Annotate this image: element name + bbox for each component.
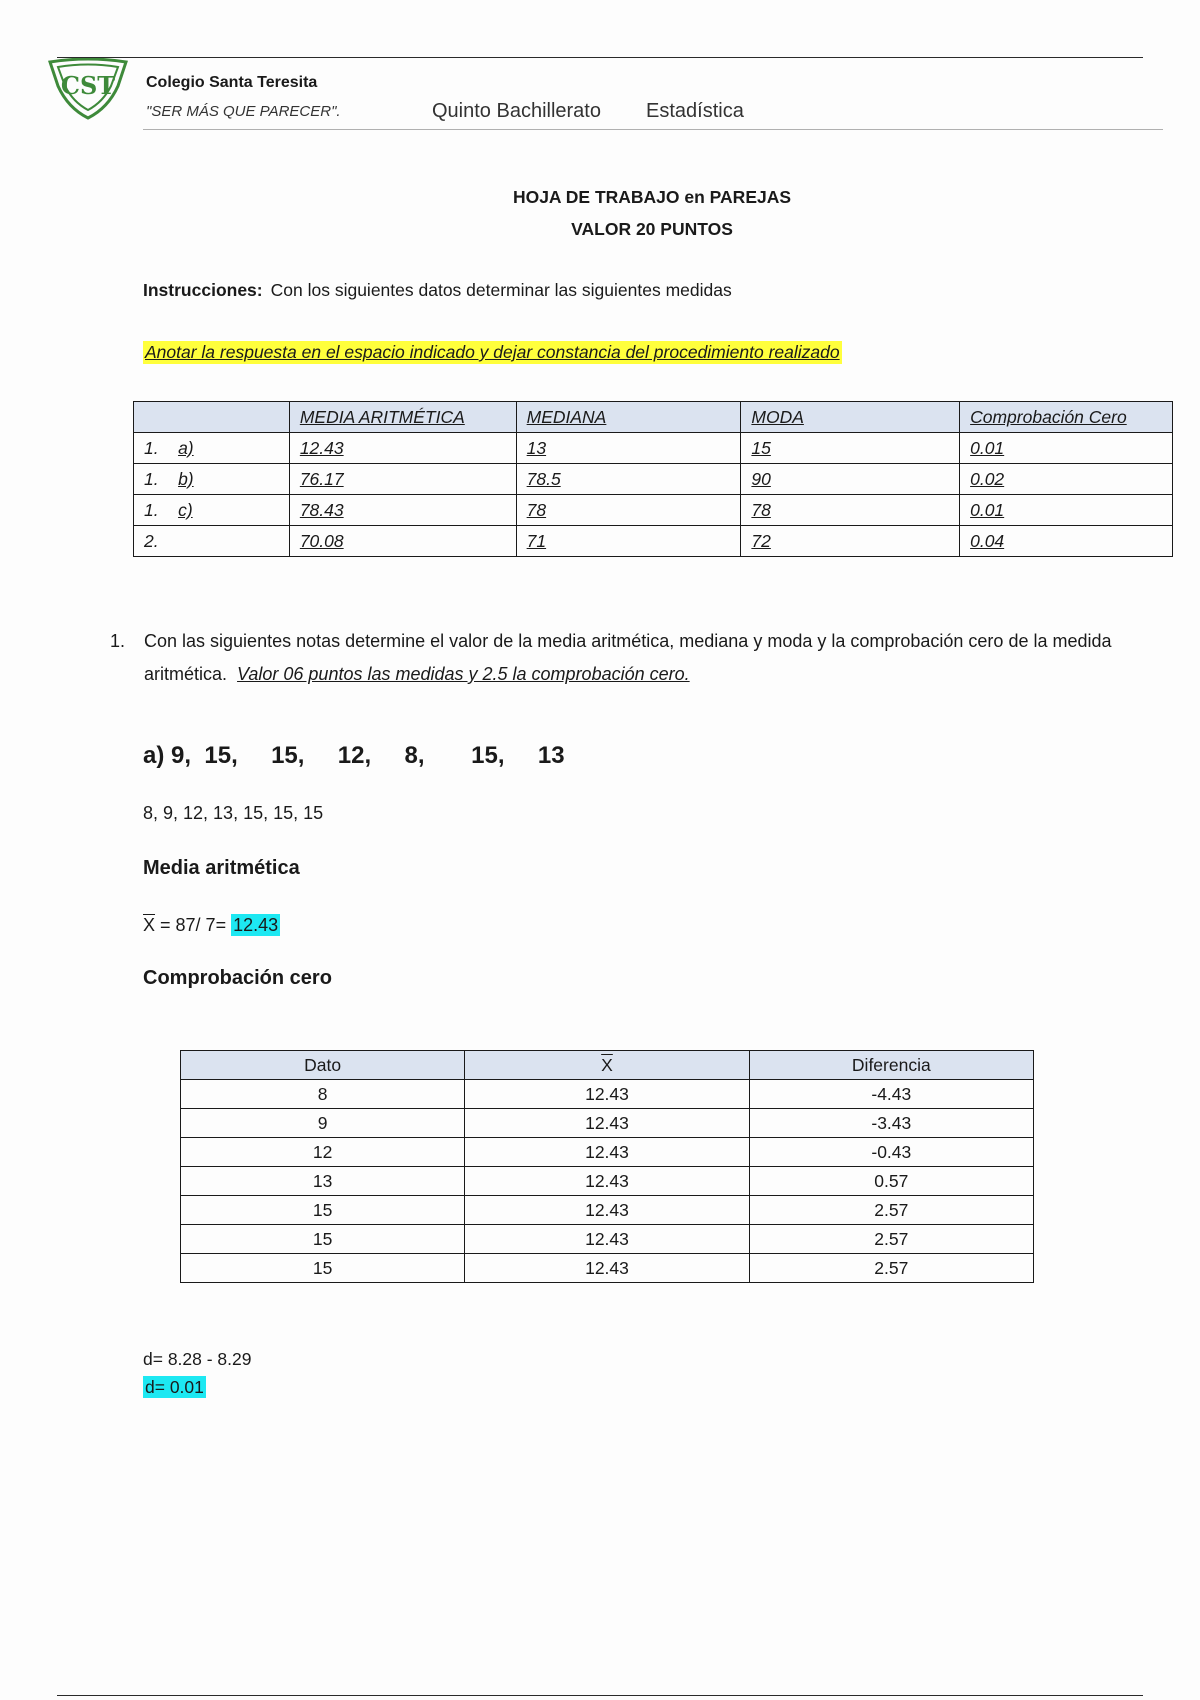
cell-diferencia: 2.57 (749, 1254, 1033, 1283)
cell-dato: 9 (181, 1109, 465, 1138)
row-label: 1. c) (134, 495, 290, 526)
cell-media: 12.43 (465, 1225, 749, 1254)
cell-media: 12.43 (465, 1138, 749, 1167)
cell-media: 12.43 (465, 1109, 749, 1138)
header-media: MEDIA ARITMÉTICA (289, 402, 516, 433)
table-row (181, 1225, 1034, 1254)
cell-dato: 13 (181, 1167, 465, 1196)
part-a-data: a) 9, 15, 15, 12, 8, 15, 13 (143, 742, 565, 769)
header-xbar: $\overline{X}$ (465, 1051, 749, 1080)
header-cell-empty (134, 402, 290, 433)
cell-cero: 0.01 (960, 433, 1173, 464)
cell-mediana: 78 (516, 495, 741, 526)
cell-dato: 15 (181, 1225, 465, 1254)
cell-cero: 0.02 (960, 464, 1173, 495)
worksheet-value: VALOR 20 PUNTOS (571, 219, 733, 239)
table-row (181, 1254, 1034, 1283)
cell-diferencia: 2.57 (749, 1225, 1033, 1254)
cell-mediana: 13 (516, 433, 741, 464)
table-row (181, 1109, 1034, 1138)
instructions-label: Instrucciones: (143, 280, 263, 300)
cell-media: 12.43 (289, 433, 516, 464)
row-label: 1. a) (134, 433, 290, 464)
cell-diferencia: -4.43 (749, 1080, 1033, 1109)
table-row (134, 495, 1173, 526)
question-number: 1. (110, 631, 126, 651)
cell-cero: 0.01 (960, 495, 1173, 526)
cell-media: 70.08 (289, 526, 516, 557)
header-dato: Dato (181, 1051, 465, 1080)
cell-moda: 15 (741, 433, 960, 464)
media-result: 12.43 (233, 915, 279, 935)
d-result: d= 0.01 (145, 1377, 204, 1397)
table-row (181, 1167, 1034, 1196)
cell-dato: 12 (181, 1138, 465, 1167)
cell-moda: 72 (741, 526, 960, 557)
cell-media: 76.17 (289, 464, 516, 495)
cell-moda: 78 (741, 495, 960, 526)
instructions (143, 280, 732, 301)
school-name: Colegio Santa Teresita (146, 74, 318, 91)
header-divider (143, 129, 1163, 130)
highlighted-note: Anotar la respuesta en el espacio indicado y dejar constancia del procedimiento realizado (145, 342, 840, 362)
top-rule (57, 57, 1143, 58)
d-calculation: d= 8.28 - 8.29 (143, 1349, 252, 1369)
cell-dato: 15 (181, 1196, 465, 1225)
cell-media: 12.43 (465, 1167, 749, 1196)
sorted-data: 8, 9, 12, 13, 15, 15, 15 (143, 803, 324, 823)
cell-cero: 0.04 (960, 526, 1173, 557)
media-formula: $\overline{X} = 87/$ 7= 12.43 (143, 915, 279, 935)
question-text: Con las siguientes notas determine el valor de la media aritmética, mediana y moda y la comprobación cero de la medida aritmética. (144, 631, 1112, 684)
school-crest-icon (48, 58, 128, 120)
cell-media: 78.43 (289, 495, 516, 526)
media-heading: Media aritmética (143, 857, 300, 879)
cell-diferencia: 2.57 (749, 1196, 1033, 1225)
question-1 (110, 625, 1160, 691)
crest-lettering: CST (60, 71, 116, 100)
cell-diferencia: -3.43 (749, 1109, 1033, 1138)
difference-table-header (181, 1051, 1034, 1080)
table-row (181, 1196, 1034, 1225)
cell-media: 12.43 (465, 1254, 749, 1283)
cell-moda: 90 (741, 464, 960, 495)
xbar-symbol: $\overline{X}$ (143, 915, 156, 935)
table-row (181, 1080, 1034, 1109)
cell-dato: 8 (181, 1080, 465, 1109)
comprobacion-heading: Comprobación cero (143, 967, 332, 989)
subject-name: Estadística (646, 100, 744, 122)
cell-media: 12.43 (465, 1196, 749, 1225)
difference-table (180, 1050, 1034, 1283)
header-mediana: MEDIANA (516, 402, 741, 433)
cell-diferencia: 0.57 (749, 1167, 1033, 1196)
row-label: 2. (134, 526, 290, 557)
question-value: Valor 06 puntos las medidas y 2.5 la comprobación cero. (237, 664, 690, 684)
header-moda: MODA (741, 402, 960, 433)
table-row (134, 433, 1173, 464)
row-label: 1. b) (134, 464, 290, 495)
cell-media: 12.43 (465, 1080, 749, 1109)
bottom-rule (57, 1695, 1143, 1696)
worksheet-title: HOJA DE TRABAJO en PAREJAS (512, 187, 792, 207)
table-row (181, 1138, 1034, 1167)
answers-table-header (134, 402, 1173, 433)
cell-diferencia: -0.43 (749, 1138, 1033, 1167)
table-row (134, 526, 1173, 557)
cell-mediana: 78.5 (516, 464, 741, 495)
cell-mediana: 71 (516, 526, 741, 557)
cell-dato: 15 (181, 1254, 465, 1283)
header-diferencia: Diferencia (749, 1051, 1033, 1080)
instructions-text: Con los siguientes datos determinar las siguientes medidas (270, 280, 732, 300)
header-comprobacion: Comprobación Cero (960, 402, 1173, 433)
course-name: Quinto Bachillerato (432, 100, 601, 122)
table-row (134, 464, 1173, 495)
school-motto: "SER MÁS QUE PARECER". (146, 103, 341, 120)
answers-table (133, 401, 1173, 557)
